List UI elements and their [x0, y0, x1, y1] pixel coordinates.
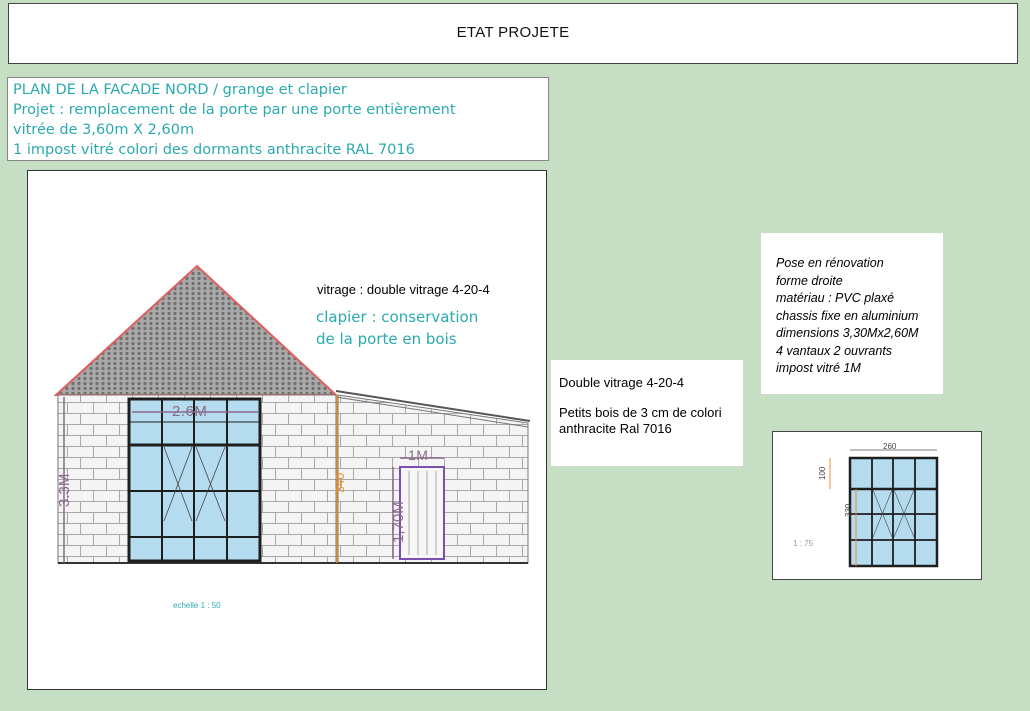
clapier-label-line-1: clapier : conservation	[316, 308, 479, 326]
intro-line-2: Projet : remplacement de la porte par une porte entièrement	[13, 102, 456, 118]
impost-height-label: 100	[818, 466, 827, 480]
installation-line-6: 4 vantaux 2 ouvrants	[776, 343, 893, 358]
installation-line-3: matériau : PVC plaxé	[776, 291, 895, 305]
wooden-door-height-label: 1,70M	[390, 501, 407, 543]
glazing-note-line-3: anthracite Ral 7016	[559, 421, 672, 436]
window-height-label: 330	[844, 503, 853, 517]
height-label: 3.3M	[56, 473, 73, 507]
vitrage-label: vitrage : double vitrage 4-20-4	[317, 282, 490, 297]
intro-box	[7, 77, 549, 161]
page-title: ETAT PROJETE	[456, 24, 570, 41]
window-elevation-svg	[773, 432, 983, 581]
installation-line-2: forme droite	[776, 273, 843, 288]
intro-line-4: 1 impost vitré colori des dormants anthracite RAL 7016	[13, 142, 415, 158]
clapier-label-line-2: de la porte en bois	[316, 330, 457, 348]
window-width-label: 260	[883, 442, 897, 451]
glazing-note-line-1: Double vitrage 4-20-4	[559, 375, 685, 390]
installation-line-1: Pose en rénovation	[776, 256, 884, 270]
window-scale-label: 1 : 75	[793, 539, 814, 548]
title-box	[8, 3, 1018, 64]
glazing-note-line-2: Petits bois de 3 cm de colori	[559, 405, 722, 420]
installation-line-4: chassis fixe en aluminium	[776, 308, 919, 323]
installation-line-5: dimensions 3,30Mx2,60M	[776, 326, 919, 340]
scale-label: echelle 1 : 50	[173, 601, 221, 610]
installation-note	[761, 233, 943, 394]
door-width-label: 2.6M	[172, 403, 208, 420]
intro-line-3: vitrée de 3,60m X 2,60m	[13, 122, 195, 138]
installation-line-7: impost vitré 1M	[776, 361, 861, 375]
roof	[56, 266, 336, 395]
glazing-note	[551, 360, 743, 466]
window-elevation-drawing	[772, 431, 982, 580]
intro-line-1: PLAN DE LA FACADE NORD / grange et clapier	[13, 82, 347, 98]
wooden-door-width-label: 1M	[408, 447, 429, 463]
facade-drawing	[27, 170, 547, 690]
facade-svg	[28, 171, 548, 691]
wall-height-label: 340	[333, 472, 347, 493]
